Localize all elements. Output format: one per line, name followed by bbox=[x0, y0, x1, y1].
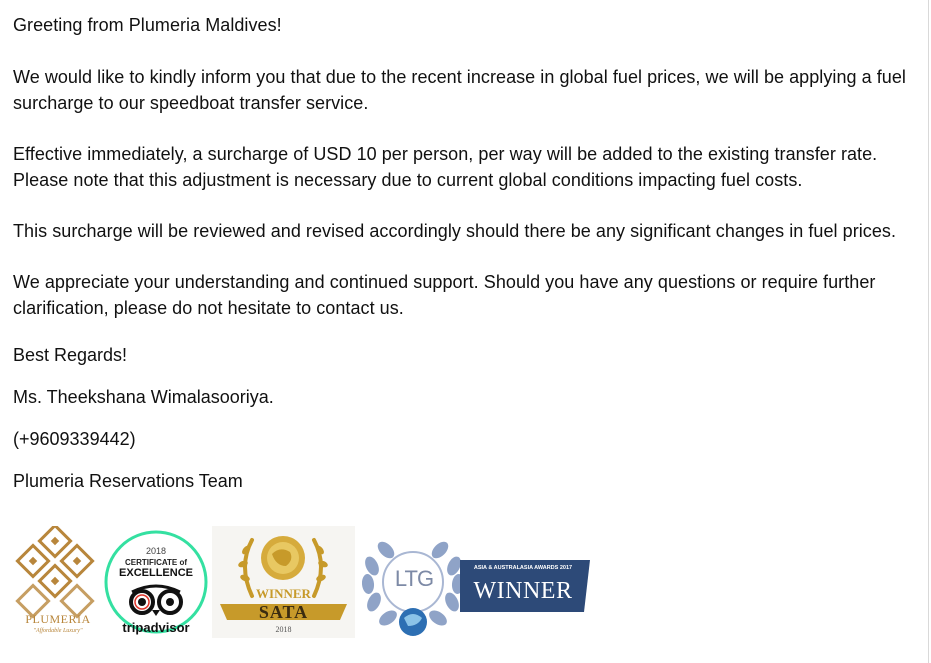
sata-award-name: SATA bbox=[258, 602, 309, 622]
signature-closing: Best Regards! bbox=[13, 345, 128, 365]
paragraph-review: This surcharge will be reviewed and revised accordingly should there be any significant changes in fuel prices. bbox=[13, 221, 897, 241]
signature-name: Ms. Theekshana Wimalasooriya. bbox=[13, 387, 274, 407]
sata-winner-title: WINNER bbox=[256, 586, 311, 601]
signature-phone: (+9609339442) bbox=[13, 429, 136, 449]
paragraph-fuel-increase: We would like to kindly inform you that due to the recent increase in global fuel prices, we will be applying a fuel surcharge to our speedboat transfer service. bbox=[13, 67, 906, 113]
email-body bbox=[13, 12, 925, 494]
ltg-winner-logo bbox=[362, 526, 592, 642]
plumeria-logo-name: PLUMERIA bbox=[25, 612, 91, 626]
tripadvisor-certificate-line: CERTIFICATE of bbox=[124, 558, 188, 567]
greeting-text: Greeting from Plumeria Maldives! bbox=[13, 15, 282, 35]
signature-team: Plumeria Reservations Team bbox=[13, 471, 243, 491]
window-edge bbox=[928, 0, 929, 663]
plumeria-logo bbox=[14, 526, 102, 642]
tripadvisor-year: 2018 bbox=[145, 546, 167, 556]
sata-year: 2018 bbox=[275, 625, 292, 634]
paragraph-appreciation: We appreciate your understanding and continued support. Should you have any questions or require further clarification, please do not hesitate to contact us. bbox=[13, 272, 876, 318]
tripadvisor-brand: tripadvisor bbox=[122, 620, 190, 635]
award-logo-strip bbox=[14, 526, 594, 644]
plumeria-logo-tagline: "Affordable Luxury" bbox=[33, 628, 83, 634]
ltg-banner-top: ASIA & AUSTRALASIA AWARDS 2017 bbox=[473, 565, 573, 571]
ltg-mark: LTG bbox=[394, 566, 434, 591]
ltg-banner-winner: WINNER bbox=[473, 578, 573, 604]
sata-winner-logo bbox=[212, 526, 355, 638]
tripadvisor-certificate-logo bbox=[104, 530, 210, 646]
paragraph-surcharge-effective: Effective immediately, a surcharge of USD 10 per person, per way will be added to the existing transfer rate. Please note that this adjustment is necessary due to current global conditions impacting fuel costs. bbox=[13, 144, 878, 190]
tripadvisor-excellence-line: EXCELLENCE bbox=[119, 567, 193, 579]
